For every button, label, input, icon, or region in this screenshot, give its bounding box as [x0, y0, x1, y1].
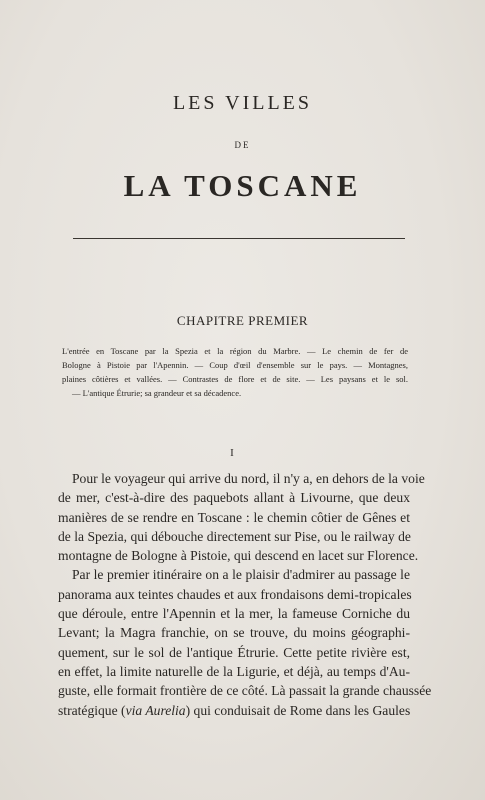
- chapter-summary: [62, 344, 408, 400]
- section-number: I: [230, 447, 234, 459]
- body-line: montagne de Bologne à Pistoie, qui descend en lacet sur Florence.: [58, 548, 419, 564]
- title-line-3: LA TOSCANE: [123, 168, 362, 203]
- body-line: quement, sur le sol de l'antique Étrurie. Cette petite rivière est,: [58, 644, 410, 660]
- summary-line: plaines côtières et vallées. — Contrastes de flore et de site. — Les paysans et le sol.: [62, 374, 408, 384]
- title-line-2: DE: [234, 140, 251, 150]
- body-line: de la Spezia, qui débouche directement sur Pise, ou le railway de: [58, 528, 411, 544]
- body-line: en effet, la limite naturelle de la Ligurie, et déjà, au temps d'Au-: [58, 663, 410, 679]
- title-line-1: LES VILLES: [172, 92, 313, 114]
- body-text: [58, 469, 432, 720]
- body-line: Levant; la Magra franchie, on se trouve, du moins géographi-: [58, 625, 410, 641]
- title-rule-divider: [73, 238, 405, 239]
- summary-line: L'entrée en Toscane par la Spezia et la région du Marbre. — Le chemin de fer de: [62, 346, 408, 356]
- body-line: Par le premier itinéraire on a le plaisir d'admirer au passage le: [72, 567, 410, 583]
- summary-line: Bologne à Pistoie par l'Apennin. — Coup d'œil d'ensemble sur le pays. — Montagnes,: [62, 360, 408, 370]
- body-line: Pour le voyageur qui arrive du nord, il n'y a, en dehors de la voie: [72, 471, 425, 486]
- body-line: panorama aux teintes chaudes et aux frondaisons demi-tropicales: [58, 586, 412, 602]
- summary-line: — L'antique Étrurie; sa grandeur et sa décadence.: [72, 388, 242, 398]
- body-line: de mer, c'est-à-dire des paquebots allant à Livourne, que deux: [58, 490, 410, 506]
- body-line: que déroule, entre l'Apennin et la mer, la fameuse Corniche du: [58, 606, 410, 622]
- body-line: guste, elle formait frontière de ce côté. Là passait la grande chaussée: [58, 683, 432, 699]
- body-text-segment: stratégique (: [58, 702, 126, 718]
- chapter-heading: CHAPITRE PREMIER: [176, 313, 309, 328]
- body-line-last: [58, 701, 410, 720]
- body-line: manières de se rendre en Toscane : le chemin côtier de Gênes et: [58, 509, 410, 525]
- body-text-segment: ) qui conduisait de Rome dans les Gaules: [185, 702, 411, 718]
- italic-term: via Aurelia: [125, 702, 186, 718]
